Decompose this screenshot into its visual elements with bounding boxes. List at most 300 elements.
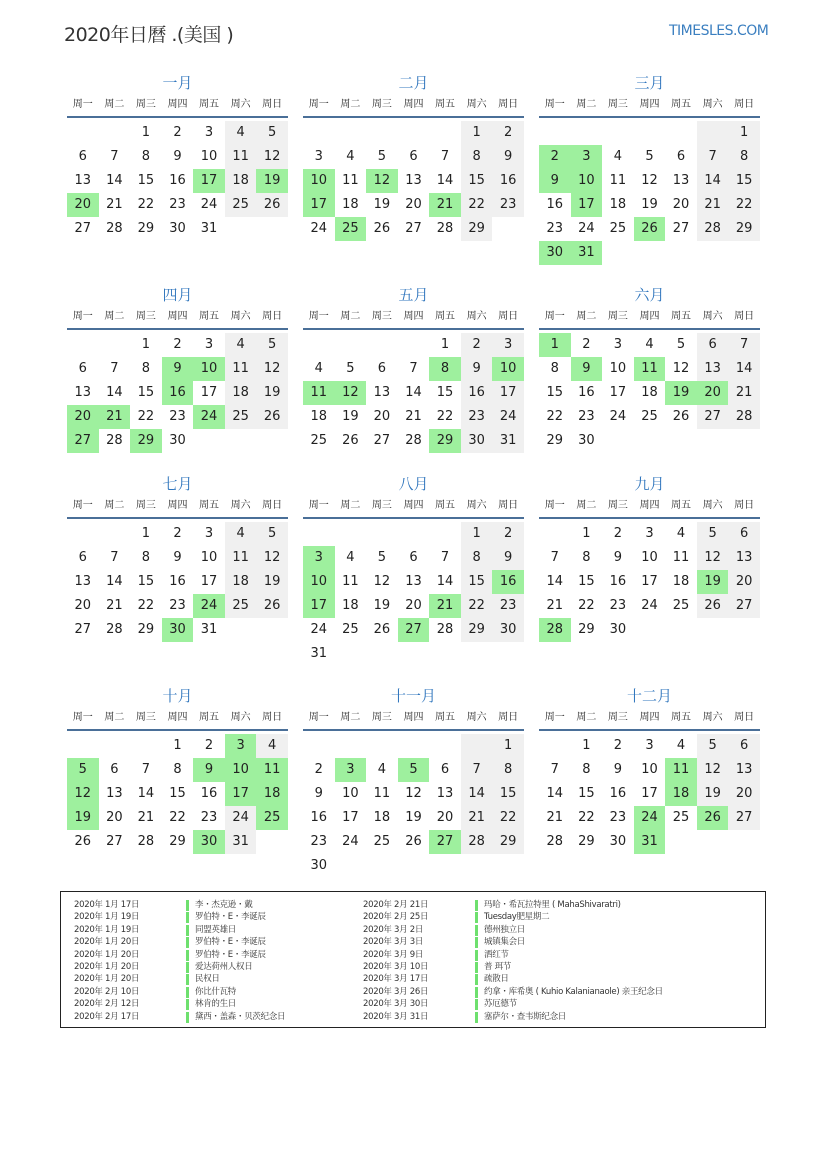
day-cell[interactable]: 2 (204, 738, 214, 753)
day-cell[interactable]: 26 (697, 594, 729, 618)
day-cell[interactable]: 3 (645, 738, 654, 753)
day-cell[interactable]: 13 (74, 385, 92, 400)
day-cell[interactable]: 13 (672, 173, 690, 188)
day-cell[interactable]: 16 (609, 786, 627, 801)
day-cell[interactable]: 8 (461, 145, 493, 169)
day-cell[interactable]: 31 (492, 429, 524, 453)
day-cell[interactable]: 29 (429, 429, 461, 453)
day-cell[interactable]: 10 (303, 570, 335, 594)
day-cell[interactable]: 1 (173, 738, 182, 753)
day-cell[interactable]: 15 (492, 782, 524, 806)
day-cell[interactable]: 23 (546, 221, 564, 236)
day-cell[interactable]: 18 (342, 598, 359, 613)
day-cell[interactable]: 16 (578, 385, 595, 400)
day-cell[interactable]: 6 (110, 762, 119, 777)
day-cell[interactable]: 22 (137, 197, 155, 212)
day-cell[interactable]: 27 (74, 221, 92, 236)
day-cell[interactable]: 24 (310, 221, 328, 236)
day-cell[interactable]: 27 (697, 405, 729, 429)
day-cell[interactable]: 24 (193, 594, 225, 618)
day-cell[interactable]: 3 (204, 125, 214, 140)
day-cell[interactable]: 4 (314, 361, 323, 376)
day-cell[interactable]: 16 (169, 574, 186, 589)
day-cell[interactable]: 12 (366, 169, 398, 193)
day-cell[interactable]: 4 (377, 762, 387, 777)
day-cell[interactable]: 29 (546, 433, 564, 448)
day-cell[interactable]: 25 (342, 622, 359, 637)
day-cell[interactable]: 7 (141, 762, 151, 777)
day-cell[interactable]: 17 (492, 381, 524, 405)
day-cell[interactable]: 28 (106, 622, 123, 637)
day-cell[interactable]: 6 (676, 149, 686, 164)
day-cell[interactable]: 23 (492, 193, 524, 217)
day-cell[interactable]: 1 (582, 738, 591, 753)
day-cell[interactable]: 1 (539, 333, 571, 357)
day-cell[interactable]: 1 (728, 121, 760, 145)
day-cell[interactable]: 9 (613, 762, 623, 777)
day-cell[interactable]: 6 (78, 361, 87, 376)
day-cell[interactable]: 5 (256, 333, 288, 357)
day-cell[interactable]: 9 (539, 169, 571, 193)
day-cell[interactable]: 2 (461, 333, 493, 357)
day-cell[interactable]: 11 (225, 546, 257, 570)
day-cell[interactable]: 1 (440, 337, 450, 352)
day-cell[interactable]: 26 (634, 217, 666, 241)
day-cell[interactable]: 15 (578, 786, 595, 801)
day-cell[interactable]: 3 (314, 149, 323, 164)
day-cell[interactable]: 6 (728, 522, 760, 546)
day-cell[interactable]: 13 (728, 546, 760, 570)
day-cell[interactable]: 26 (697, 806, 729, 830)
day-cell[interactable]: 1 (461, 121, 493, 145)
day-cell[interactable]: 15 (728, 169, 760, 193)
day-cell[interactable]: 2 (173, 526, 182, 541)
day-cell[interactable]: 29 (461, 217, 493, 241)
day-cell[interactable]: 8 (728, 145, 760, 169)
day-cell[interactable]: 21 (99, 405, 131, 429)
day-cell[interactable]: 26 (256, 594, 288, 618)
day-cell[interactable]: 27 (74, 622, 92, 637)
day-cell[interactable]: 5 (346, 361, 355, 376)
day-cell[interactable]: 24 (578, 221, 595, 236)
day-cell[interactable]: 10 (641, 550, 658, 565)
day-cell[interactable]: 29 (137, 221, 155, 236)
day-cell[interactable]: 28 (697, 217, 729, 241)
day-cell[interactable]: 19 (67, 806, 99, 830)
day-cell[interactable]: 14 (106, 574, 123, 589)
day-cell[interactable]: 6 (697, 333, 729, 357)
day-cell[interactable]: 26 (672, 409, 690, 424)
day-cell[interactable]: 23 (609, 810, 627, 825)
day-cell[interactable]: 9 (492, 546, 524, 570)
day-cell[interactable]: 25 (225, 405, 257, 429)
day-cell[interactable]: 27 (672, 221, 690, 236)
day-cell[interactable]: 12 (672, 361, 690, 376)
day-cell[interactable]: 8 (141, 149, 151, 164)
day-cell[interactable]: 14 (106, 385, 123, 400)
day-cell[interactable]: 20 (405, 197, 422, 212)
day-cell[interactable]: 13 (728, 758, 760, 782)
day-cell[interactable]: 27 (728, 594, 760, 618)
day-cell[interactable]: 25 (310, 433, 328, 448)
day-cell[interactable]: 25 (335, 217, 367, 241)
day-cell[interactable]: 17 (342, 810, 359, 825)
day-cell[interactable]: 11 (373, 786, 391, 801)
day-cell[interactable]: 21 (106, 197, 123, 212)
day-cell[interactable]: 14 (728, 357, 760, 381)
day-cell[interactable]: 17 (200, 574, 218, 589)
day-cell[interactable]: 7 (110, 149, 119, 164)
day-cell[interactable]: 30 (492, 618, 524, 642)
day-cell[interactable]: 1 (141, 526, 151, 541)
day-cell[interactable]: 4 (225, 121, 257, 145)
day-cell[interactable]: 5 (645, 149, 654, 164)
day-cell[interactable]: 28 (405, 433, 422, 448)
day-cell[interactable]: 21 (697, 193, 729, 217)
day-cell[interactable]: 26 (256, 405, 288, 429)
day-cell[interactable]: 20 (672, 197, 690, 212)
day-cell[interactable]: 27 (405, 221, 422, 236)
day-cell[interactable]: 8 (141, 361, 151, 376)
day-cell[interactable]: 28 (728, 405, 760, 429)
day-cell[interactable]: 23 (310, 834, 328, 849)
day-cell[interactable]: 20 (728, 570, 760, 594)
day-cell[interactable]: 30 (578, 433, 595, 448)
day-cell[interactable]: 13 (436, 786, 454, 801)
day-cell[interactable]: 28 (436, 622, 454, 637)
day-cell[interactable]: 16 (169, 173, 186, 188)
day-cell[interactable]: 2 (582, 337, 591, 352)
day-cell[interactable]: 20 (67, 405, 99, 429)
day-cell[interactable]: 10 (303, 169, 335, 193)
day-cell[interactable]: 25 (672, 810, 690, 825)
day-cell[interactable]: 21 (546, 598, 564, 613)
day-cell[interactable]: 20 (74, 598, 92, 613)
day-cell[interactable]: 26 (405, 834, 422, 849)
day-cell[interactable]: 3 (571, 145, 603, 169)
day-cell[interactable]: 22 (492, 806, 524, 830)
day-cell[interactable]: 23 (492, 594, 524, 618)
day-cell[interactable]: 25 (225, 594, 257, 618)
day-cell[interactable]: 18 (310, 409, 328, 424)
day-cell[interactable]: 26 (373, 221, 391, 236)
day-cell[interactable]: 22 (461, 193, 493, 217)
day-cell[interactable]: 28 (539, 618, 571, 642)
day-cell[interactable]: 10 (571, 169, 603, 193)
brand-logo[interactable]: TIMESLES.COM (669, 23, 769, 39)
day-cell[interactable]: 29 (578, 834, 595, 849)
day-cell[interactable]: 10 (225, 758, 257, 782)
day-cell[interactable]: 22 (137, 598, 155, 613)
day-cell[interactable]: 9 (173, 149, 182, 164)
day-cell[interactable]: 2 (539, 145, 571, 169)
day-cell[interactable]: 30 (609, 622, 627, 637)
day-cell[interactable]: 21 (106, 598, 123, 613)
day-cell[interactable]: 31 (225, 830, 257, 854)
day-cell[interactable]: 14 (137, 786, 155, 801)
day-cell[interactable]: 26 (373, 622, 391, 637)
day-cell[interactable]: 15 (137, 574, 155, 589)
day-cell[interactable]: 1 (461, 522, 493, 546)
day-cell[interactable]: 27 (106, 834, 123, 849)
day-cell[interactable]: 25 (256, 806, 288, 830)
day-cell[interactable]: 23 (169, 197, 186, 212)
day-cell[interactable]: 9 (314, 786, 323, 801)
day-cell[interactable]: 16 (162, 381, 194, 405)
day-cell[interactable]: 19 (256, 169, 288, 193)
day-cell[interactable]: 29 (492, 830, 524, 854)
day-cell[interactable]: 1 (582, 526, 591, 541)
day-cell[interactable]: 10 (609, 361, 627, 376)
day-cell[interactable]: 30 (169, 221, 186, 236)
day-cell[interactable]: 16 (609, 574, 627, 589)
day-cell[interactable]: 11 (225, 357, 257, 381)
day-cell[interactable]: 19 (256, 570, 288, 594)
day-cell[interactable]: 9 (492, 145, 524, 169)
day-cell[interactable]: 15 (546, 385, 564, 400)
day-cell[interactable]: 9 (193, 758, 225, 782)
day-cell[interactable]: 19 (342, 409, 359, 424)
day-cell[interactable]: 8 (492, 758, 524, 782)
day-cell[interactable]: 31 (310, 646, 328, 661)
day-cell[interactable]: 7 (550, 762, 559, 777)
day-cell[interactable]: 14 (546, 574, 564, 589)
day-cell[interactable]: 24 (200, 197, 218, 212)
day-cell[interactable]: 31 (634, 830, 666, 854)
day-cell[interactable]: 3 (204, 337, 214, 352)
day-cell[interactable]: 27 (429, 830, 461, 854)
day-cell[interactable]: 20 (728, 782, 760, 806)
day-cell[interactable]: 5 (256, 522, 288, 546)
day-cell[interactable]: 2 (613, 526, 623, 541)
day-cell[interactable]: 18 (672, 574, 690, 589)
day-cell[interactable]: 13 (74, 173, 92, 188)
day-cell[interactable]: 17 (641, 786, 658, 801)
day-cell[interactable]: 20 (436, 810, 454, 825)
day-cell[interactable]: 17 (200, 385, 218, 400)
day-cell[interactable]: 22 (578, 598, 595, 613)
day-cell[interactable]: 3 (613, 337, 623, 352)
day-cell[interactable]: 14 (436, 173, 454, 188)
day-cell[interactable]: 23 (200, 810, 218, 825)
day-cell[interactable]: 8 (429, 357, 461, 381)
day-cell[interactable]: 7 (461, 758, 493, 782)
day-cell[interactable]: 14 (106, 173, 123, 188)
day-cell[interactable]: 4 (225, 333, 257, 357)
day-cell[interactable]: 7 (440, 550, 450, 565)
day-cell[interactable]: 11 (665, 758, 697, 782)
day-cell[interactable]: 6 (78, 149, 87, 164)
day-cell[interactable]: 11 (256, 758, 288, 782)
day-cell[interactable]: 13 (405, 173, 422, 188)
day-cell[interactable]: 24 (310, 622, 328, 637)
day-cell[interactable]: 18 (641, 385, 658, 400)
day-cell[interactable]: 30 (193, 830, 225, 854)
day-cell[interactable]: 18 (342, 197, 359, 212)
day-cell[interactable]: 15 (169, 786, 186, 801)
day-cell[interactable]: 17 (193, 169, 225, 193)
day-cell[interactable]: 17 (609, 385, 627, 400)
day-cell[interactable]: 29 (130, 429, 162, 453)
day-cell[interactable]: 5 (67, 758, 99, 782)
day-cell[interactable]: 21 (728, 381, 760, 405)
day-cell[interactable]: 8 (550, 361, 559, 376)
day-cell[interactable]: 25 (225, 193, 257, 217)
day-cell[interactable]: 7 (697, 145, 729, 169)
day-cell[interactable]: 24 (609, 409, 627, 424)
day-cell[interactable]: 11 (225, 145, 257, 169)
day-cell[interactable]: 12 (335, 381, 367, 405)
day-cell[interactable]: 23 (169, 598, 186, 613)
day-cell[interactable]: 18 (225, 381, 257, 405)
day-cell[interactable]: 19 (697, 570, 729, 594)
day-cell[interactable]: 9 (571, 357, 603, 381)
day-cell[interactable]: 30 (539, 241, 571, 265)
day-cell[interactable]: 6 (409, 149, 418, 164)
day-cell[interactable]: 19 (697, 782, 729, 806)
day-cell[interactable]: 5 (697, 734, 729, 758)
day-cell[interactable]: 17 (225, 782, 257, 806)
day-cell[interactable]: 26 (74, 834, 92, 849)
day-cell[interactable]: 11 (609, 173, 627, 188)
day-cell[interactable]: 8 (141, 550, 151, 565)
day-cell[interactable]: 5 (377, 149, 387, 164)
day-cell[interactable]: 15 (137, 173, 155, 188)
day-cell[interactable]: 16 (492, 570, 524, 594)
day-cell[interactable]: 12 (641, 173, 658, 188)
day-cell[interactable]: 7 (110, 361, 119, 376)
day-cell[interactable]: 24 (492, 405, 524, 429)
day-cell[interactable]: 20 (106, 810, 123, 825)
day-cell[interactable]: 4 (256, 734, 288, 758)
day-cell[interactable]: 11 (342, 173, 359, 188)
day-cell[interactable]: 12 (697, 758, 729, 782)
day-cell[interactable]: 29 (578, 622, 595, 637)
day-cell[interactable]: 28 (106, 221, 123, 236)
day-cell[interactable]: 31 (200, 622, 218, 637)
day-cell[interactable]: 19 (405, 810, 422, 825)
day-cell[interactable]: 12 (67, 782, 99, 806)
day-cell[interactable]: 21 (429, 594, 461, 618)
day-cell[interactable]: 5 (398, 758, 430, 782)
day-cell[interactable]: 22 (137, 409, 155, 424)
day-cell[interactable]: 23 (461, 405, 493, 429)
day-cell[interactable]: 16 (200, 786, 218, 801)
day-cell[interactable]: 22 (728, 193, 760, 217)
day-cell[interactable]: 18 (256, 782, 288, 806)
day-cell[interactable]: 24 (342, 834, 359, 849)
day-cell[interactable]: 2 (613, 738, 623, 753)
day-cell[interactable]: 18 (665, 782, 697, 806)
day-cell[interactable]: 12 (697, 546, 729, 570)
day-cell[interactable]: 15 (461, 570, 493, 594)
day-cell[interactable]: 6 (409, 550, 418, 565)
day-cell[interactable]: 12 (256, 546, 288, 570)
day-cell[interactable]: 30 (162, 618, 194, 642)
day-cell[interactable]: 11 (672, 550, 690, 565)
day-cell[interactable]: 22 (436, 409, 454, 424)
day-cell[interactable]: 20 (405, 598, 422, 613)
day-cell[interactable]: 9 (173, 550, 182, 565)
day-cell[interactable]: 19 (373, 197, 391, 212)
day-cell[interactable]: 16 (492, 169, 524, 193)
day-cell[interactable]: 13 (74, 574, 92, 589)
day-cell[interactable]: 14 (697, 169, 729, 193)
day-cell[interactable]: 25 (672, 598, 690, 613)
day-cell[interactable]: 4 (225, 522, 257, 546)
day-cell[interactable]: 19 (665, 381, 697, 405)
day-cell[interactable]: 8 (582, 762, 591, 777)
day-cell[interactable]: 9 (162, 357, 194, 381)
day-cell[interactable]: 2 (173, 337, 182, 352)
day-cell[interactable]: 5 (377, 550, 387, 565)
day-cell[interactable]: 3 (204, 526, 214, 541)
day-cell[interactable]: 10 (193, 357, 225, 381)
day-cell[interactable]: 5 (697, 522, 729, 546)
day-cell[interactable]: 27 (373, 433, 391, 448)
day-cell[interactable]: 24 (641, 598, 658, 613)
day-cell[interactable]: 12 (256, 145, 288, 169)
day-cell[interactable]: 21 (461, 806, 493, 830)
day-cell[interactable]: 16 (546, 197, 564, 212)
day-cell[interactable]: 21 (429, 193, 461, 217)
day-cell[interactable]: 18 (225, 169, 257, 193)
day-cell[interactable]: 25 (641, 409, 658, 424)
day-cell[interactable]: 10 (492, 357, 524, 381)
day-cell[interactable]: 19 (641, 197, 658, 212)
day-cell[interactable]: 23 (169, 409, 186, 424)
day-cell[interactable]: 24 (193, 405, 225, 429)
day-cell[interactable]: 16 (310, 810, 328, 825)
day-cell[interactable]: 8 (582, 550, 591, 565)
day-cell[interactable]: 12 (373, 574, 391, 589)
day-cell[interactable]: 4 (676, 526, 686, 541)
day-cell[interactable]: 13 (697, 357, 729, 381)
day-cell[interactable]: 15 (461, 169, 493, 193)
day-cell[interactable]: 7 (728, 333, 760, 357)
day-cell[interactable]: 15 (436, 385, 454, 400)
day-cell[interactable]: 6 (440, 762, 450, 777)
day-cell[interactable]: 4 (613, 149, 623, 164)
day-cell[interactable]: 24 (225, 806, 257, 830)
day-cell[interactable]: 10 (200, 149, 218, 164)
day-cell[interactable]: 13 (405, 574, 422, 589)
day-cell[interactable]: 26 (342, 433, 359, 448)
day-cell[interactable]: 8 (173, 762, 182, 777)
day-cell[interactable]: 24 (634, 806, 666, 830)
day-cell[interactable]: 5 (676, 337, 686, 352)
day-cell[interactable]: 27 (728, 806, 760, 830)
day-cell[interactable]: 10 (200, 550, 218, 565)
day-cell[interactable]: 23 (578, 409, 595, 424)
day-cell[interactable]: 17 (571, 193, 603, 217)
day-cell[interactable]: 18 (225, 570, 257, 594)
day-cell[interactable]: 15 (137, 385, 155, 400)
day-cell[interactable]: 7 (440, 149, 450, 164)
day-cell[interactable]: 15 (578, 574, 595, 589)
day-cell[interactable]: 1 (141, 337, 151, 352)
day-cell[interactable]: 6 (377, 361, 387, 376)
day-cell[interactable]: 28 (461, 830, 493, 854)
day-cell[interactable]: 19 (256, 381, 288, 405)
day-cell[interactable]: 4 (645, 337, 654, 352)
day-cell[interactable]: 28 (436, 221, 454, 236)
day-cell[interactable]: 20 (373, 409, 391, 424)
day-cell[interactable]: 29 (728, 217, 760, 241)
day-cell[interactable]: 30 (461, 429, 493, 453)
day-cell[interactable]: 2 (173, 125, 182, 140)
day-cell[interactable]: 4 (346, 149, 355, 164)
